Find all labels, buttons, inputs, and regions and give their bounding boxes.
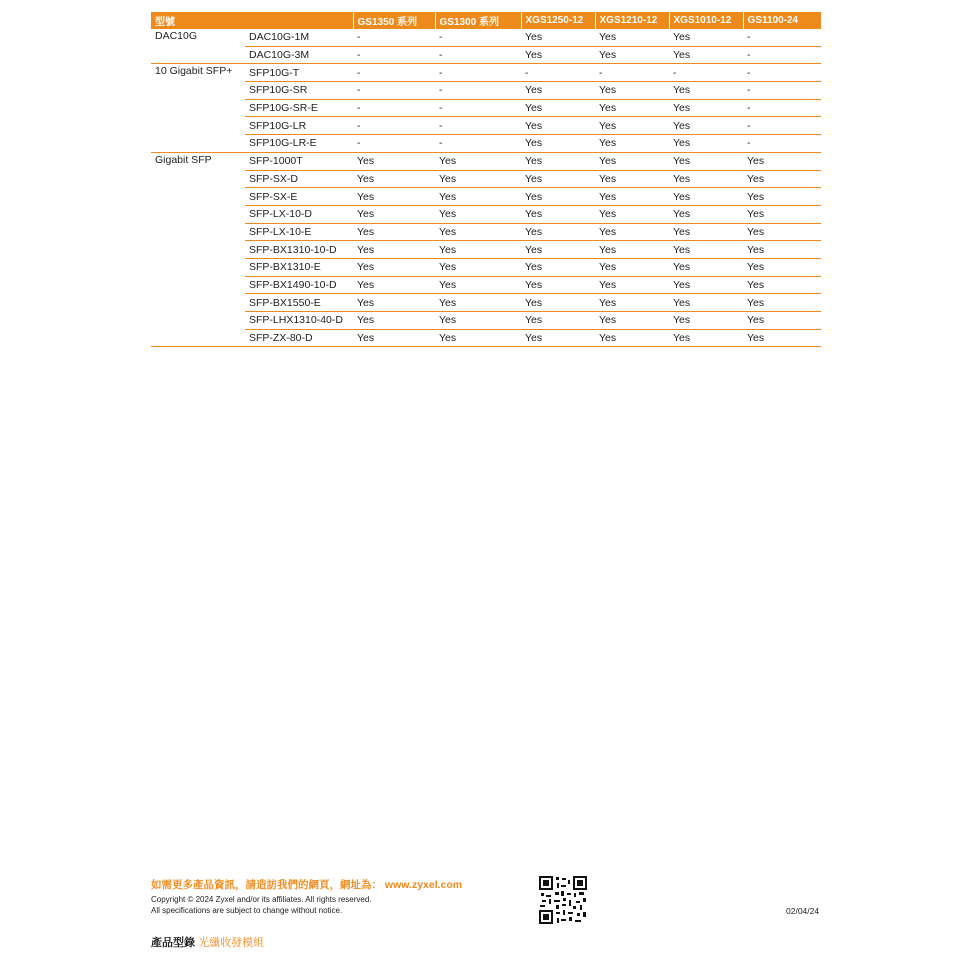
model-cell: SFP-BX1550-E bbox=[245, 294, 353, 312]
compat-cell: Yes bbox=[669, 117, 743, 135]
compat-cell: Yes bbox=[743, 241, 821, 259]
header-gs1100: GS1100-24 bbox=[743, 12, 821, 29]
compat-cell: Yes bbox=[595, 188, 669, 206]
compat-cell: Yes bbox=[435, 329, 521, 347]
model-cell: SFP-ZX-80-D bbox=[245, 329, 353, 347]
compat-cell: Yes bbox=[521, 29, 595, 46]
compat-cell: Yes bbox=[743, 205, 821, 223]
table-row bbox=[151, 170, 821, 188]
compat-cell: - bbox=[353, 99, 435, 117]
compat-cell: Yes bbox=[435, 312, 521, 330]
table-row bbox=[151, 29, 821, 46]
header-xgs1010: XGS1010-12 bbox=[669, 12, 743, 29]
compat-cell: Yes bbox=[353, 170, 435, 188]
model-cell: SFP-BX1490-10-D bbox=[245, 276, 353, 294]
compat-cell: - bbox=[743, 117, 821, 135]
model-cell: SFP-1000T bbox=[245, 152, 353, 170]
compat-cell: - bbox=[743, 135, 821, 153]
compat-cell: Yes bbox=[353, 223, 435, 241]
model-cell: DAC10G-1M bbox=[245, 29, 353, 46]
compat-cell: Yes bbox=[595, 29, 669, 46]
model-cell: SFP-SX-E bbox=[245, 188, 353, 206]
compat-cell: Yes bbox=[435, 188, 521, 206]
compat-cell: Yes bbox=[669, 135, 743, 153]
compat-cell: - bbox=[743, 82, 821, 100]
compat-cell: - bbox=[353, 46, 435, 64]
compat-cell: - bbox=[435, 99, 521, 117]
compat-cell: Yes bbox=[521, 82, 595, 100]
compat-cell: Yes bbox=[435, 241, 521, 259]
compat-cell: Yes bbox=[669, 294, 743, 312]
compat-cell: - bbox=[353, 29, 435, 46]
table-row bbox=[151, 82, 821, 100]
compat-cell: Yes bbox=[743, 276, 821, 294]
model-cell: SFP-LHX1310-40-D bbox=[245, 312, 353, 330]
compat-cell: - bbox=[353, 82, 435, 100]
compat-cell: - bbox=[435, 117, 521, 135]
document-title-prefix: 產品型錄 bbox=[151, 937, 195, 949]
header-gs1300: GS1300 系列 bbox=[435, 12, 521, 29]
category-cell: 10 Gigabit SFP+ bbox=[151, 64, 245, 152]
model-cell: SFP-BX1310-E bbox=[245, 258, 353, 276]
compat-cell: Yes bbox=[669, 329, 743, 347]
compat-cell: Yes bbox=[669, 152, 743, 170]
document-title bbox=[151, 934, 264, 950]
compat-cell: Yes bbox=[521, 99, 595, 117]
compat-cell: Yes bbox=[595, 99, 669, 117]
model-cell: SFP-BX1310-10-D bbox=[245, 241, 353, 259]
table-row bbox=[151, 64, 821, 82]
compat-cell: Yes bbox=[743, 188, 821, 206]
footer-date: 02/04/24 bbox=[786, 906, 820, 916]
compat-cell: Yes bbox=[521, 46, 595, 64]
table-row bbox=[151, 241, 821, 259]
table-row bbox=[151, 223, 821, 241]
compat-cell: Yes bbox=[521, 276, 595, 294]
compat-cell: Yes bbox=[353, 294, 435, 312]
header-xgs1250: XGS1250-12 bbox=[521, 12, 595, 29]
compat-cell: Yes bbox=[595, 82, 669, 100]
compat-cell: Yes bbox=[353, 241, 435, 259]
compat-cell: Yes bbox=[595, 170, 669, 188]
table-row bbox=[151, 152, 821, 170]
compat-cell: Yes bbox=[353, 329, 435, 347]
compat-cell: Yes bbox=[353, 312, 435, 330]
compat-cell: Yes bbox=[595, 241, 669, 259]
footer-info-text: 如需更多產品資訊，請造訪我們的網頁，網址為： www.zyxel.com bbox=[151, 879, 463, 891]
model-cell: SFP-LX-10-E bbox=[245, 223, 353, 241]
compat-cell: Yes bbox=[353, 276, 435, 294]
table-row bbox=[151, 329, 821, 347]
compatibility-table-container bbox=[151, 12, 821, 347]
compat-cell: - bbox=[743, 64, 821, 82]
footer-disclaimer: All specifications are subject to change without notice. bbox=[151, 906, 343, 915]
table-row bbox=[151, 135, 821, 153]
table-row bbox=[151, 188, 821, 206]
table-row bbox=[151, 46, 821, 64]
table-row bbox=[151, 99, 821, 117]
compat-cell: Yes bbox=[669, 276, 743, 294]
table-row bbox=[151, 258, 821, 276]
compat-cell: Yes bbox=[743, 294, 821, 312]
compat-cell: Yes bbox=[521, 117, 595, 135]
category-cell: DAC10G bbox=[151, 29, 245, 64]
compat-cell: - bbox=[353, 117, 435, 135]
compat-cell: Yes bbox=[743, 152, 821, 170]
compat-cell: Yes bbox=[669, 46, 743, 64]
compat-cell: Yes bbox=[669, 170, 743, 188]
compat-cell: - bbox=[743, 46, 821, 64]
compat-cell: Yes bbox=[743, 223, 821, 241]
compat-cell: - bbox=[435, 82, 521, 100]
model-cell: SFP10G-LR-E bbox=[245, 135, 353, 153]
compat-cell: Yes bbox=[743, 312, 821, 330]
compat-cell: Yes bbox=[595, 205, 669, 223]
table-row bbox=[151, 117, 821, 135]
model-cell: SFP-LX-10-D bbox=[245, 205, 353, 223]
compat-cell: Yes bbox=[521, 241, 595, 259]
model-cell: SFP-SX-D bbox=[245, 170, 353, 188]
compat-cell: Yes bbox=[521, 188, 595, 206]
header-gs1350: GS1350 系列 bbox=[353, 12, 435, 29]
compat-cell: - bbox=[435, 64, 521, 82]
compat-cell: - bbox=[353, 64, 435, 82]
compat-cell: Yes bbox=[669, 241, 743, 259]
compat-cell: - bbox=[435, 46, 521, 64]
header-xgs1210: XGS1210-12 bbox=[595, 12, 669, 29]
compatibility-table bbox=[151, 12, 821, 347]
model-cell: SFP10G-T bbox=[245, 64, 353, 82]
compat-cell: Yes bbox=[743, 329, 821, 347]
document-title-subject: 光纖收發模組 bbox=[198, 937, 265, 949]
compat-cell: Yes bbox=[595, 294, 669, 312]
compat-cell: Yes bbox=[521, 170, 595, 188]
compat-cell: Yes bbox=[669, 258, 743, 276]
model-cell: SFP10G-LR bbox=[245, 117, 353, 135]
compat-cell: Yes bbox=[669, 99, 743, 117]
table-header-row bbox=[151, 12, 821, 29]
compat-cell: Yes bbox=[521, 258, 595, 276]
compat-cell: Yes bbox=[595, 223, 669, 241]
compat-cell: Yes bbox=[743, 170, 821, 188]
compat-cell: Yes bbox=[595, 152, 669, 170]
header-model: 型號 bbox=[151, 12, 353, 29]
compat-cell: Yes bbox=[521, 294, 595, 312]
compat-cell: Yes bbox=[595, 258, 669, 276]
model-cell: DAC10G-3M bbox=[245, 46, 353, 64]
compat-cell: Yes bbox=[353, 188, 435, 206]
compat-cell: Yes bbox=[521, 205, 595, 223]
compat-cell: Yes bbox=[595, 46, 669, 64]
table-row bbox=[151, 294, 821, 312]
compat-cell: Yes bbox=[521, 223, 595, 241]
compat-cell: Yes bbox=[669, 188, 743, 206]
compat-cell: - bbox=[435, 135, 521, 153]
compat-cell: Yes bbox=[669, 312, 743, 330]
compat-cell: Yes bbox=[669, 29, 743, 46]
model-cell: SFP10G-SR bbox=[245, 82, 353, 100]
compat-cell: Yes bbox=[669, 223, 743, 241]
compat-cell: - bbox=[743, 29, 821, 46]
compat-cell: Yes bbox=[435, 294, 521, 312]
table-row bbox=[151, 205, 821, 223]
compat-cell: Yes bbox=[353, 205, 435, 223]
compat-cell: Yes bbox=[435, 152, 521, 170]
compat-cell: Yes bbox=[435, 205, 521, 223]
table-row bbox=[151, 276, 821, 294]
compat-cell: Yes bbox=[435, 223, 521, 241]
compat-cell: Yes bbox=[521, 312, 595, 330]
compat-cell: Yes bbox=[521, 135, 595, 153]
table-body bbox=[151, 29, 821, 347]
compat-cell: Yes bbox=[353, 152, 435, 170]
compat-cell: Yes bbox=[669, 82, 743, 100]
compat-cell: Yes bbox=[435, 276, 521, 294]
compat-cell: Yes bbox=[595, 135, 669, 153]
compat-cell: - bbox=[743, 99, 821, 117]
compat-cell: Yes bbox=[595, 329, 669, 347]
compat-cell: Yes bbox=[595, 276, 669, 294]
compat-cell: - bbox=[353, 135, 435, 153]
compat-cell: Yes bbox=[353, 258, 435, 276]
compat-cell: Yes bbox=[595, 312, 669, 330]
compat-cell: Yes bbox=[435, 170, 521, 188]
compat-cell: Yes bbox=[521, 152, 595, 170]
model-cell: SFP10G-SR-E bbox=[245, 99, 353, 117]
qr-code-icon bbox=[539, 876, 587, 924]
compat-cell: Yes bbox=[669, 205, 743, 223]
compat-cell: Yes bbox=[743, 258, 821, 276]
compat-cell: Yes bbox=[435, 258, 521, 276]
compat-cell: Yes bbox=[521, 329, 595, 347]
table-row bbox=[151, 312, 821, 330]
compat-cell: - bbox=[669, 64, 743, 82]
category-cell: Gigabit SFP bbox=[151, 152, 245, 347]
compat-cell: - bbox=[595, 64, 669, 82]
compat-cell: - bbox=[435, 29, 521, 46]
compat-cell: - bbox=[521, 64, 595, 82]
compat-cell: Yes bbox=[595, 117, 669, 135]
footer-copyright: Copyright © 2024 Zyxel and/or its affiliates. All rights reserved. bbox=[151, 895, 372, 904]
